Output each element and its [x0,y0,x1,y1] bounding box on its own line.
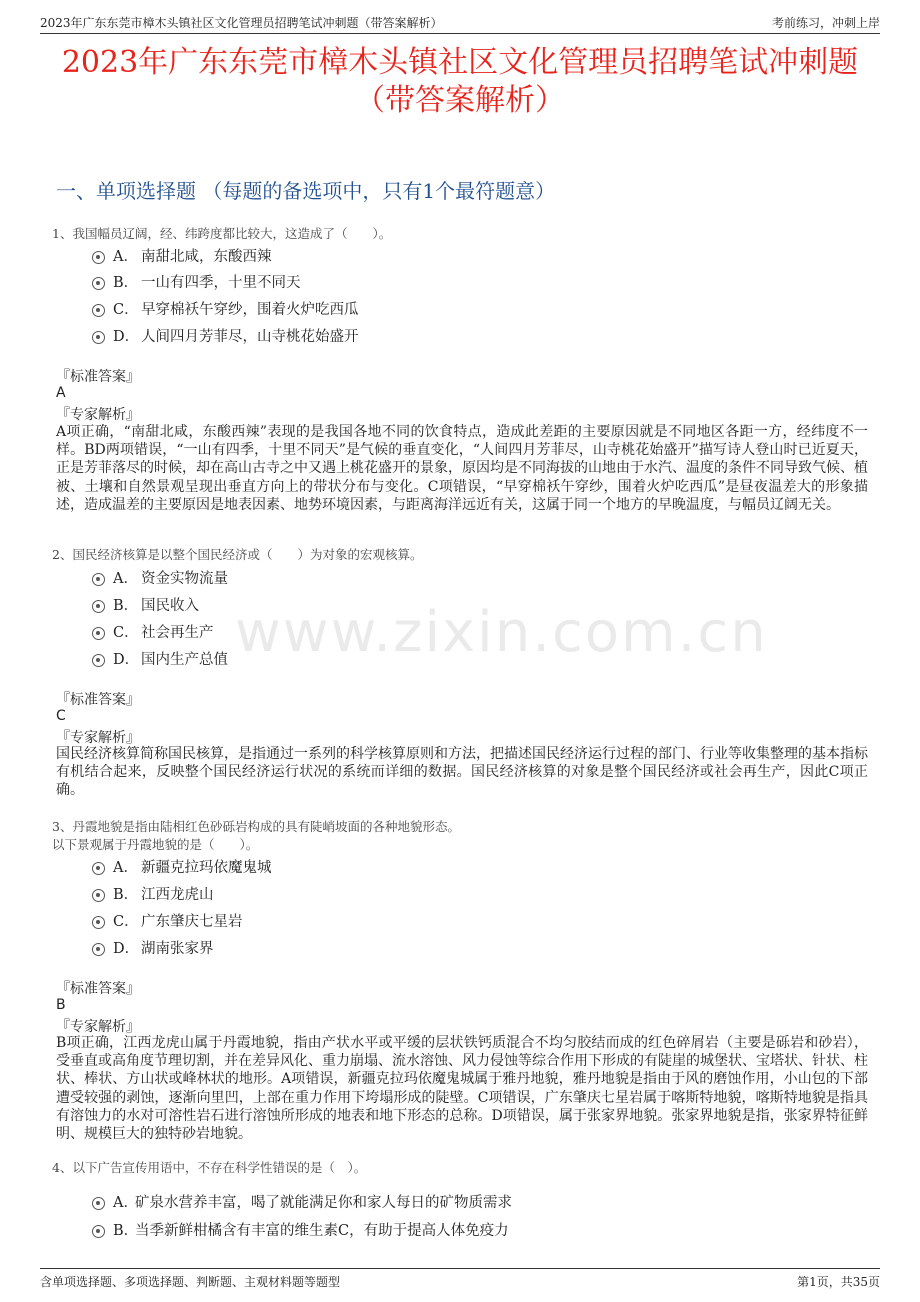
answer-value: C [56,708,66,724]
radio-icon[interactable] [92,889,105,902]
option-text: 国民收入 [141,598,199,614]
option-letter: A． [113,1195,138,1211]
option-letter: A． [113,249,138,265]
option-letter: D． [113,941,140,957]
radio-icon[interactable] [92,304,105,317]
page-header [40,14,880,34]
question-stem: 3、丹霞地貌是指由陆相红色砂砾岩构成的具有陡峭坡面的各种地貌形态。 [52,819,460,834]
header-slogan: 考前练习，冲刺上岸 [771,16,880,30]
radio-icon[interactable] [92,627,105,640]
option-c[interactable] [92,298,359,319]
option-letter: A． [113,860,138,876]
analysis-text: B项正确，江西龙虎山属于丹霞地貌，指由产状水平或平缓的层状铁钙质混合不均匀胶结而成的红色碎屑岩（主要是砾岩和砂岩），受垂直或高角度节理切割，并在差异风化、重力崩塌、流水溶蚀、风力侵蚀等综合作用下形成的有陡崖的城堡状、宝塔状、针状、柱状、棒状、方山状或峰林状的地形。A项错误，新疆克拉玛依魔鬼城属于雅丹地貌，雅丹地貌是指由于风的磨蚀作用，小山包的下部遭受较强的剥蚀，逐渐向里凹，上部在重力作用下垮塌形成的陡壁。C项错误，广东肇庆七星岩属于喀斯特地貌，喀斯特地貌是指具有溶蚀力的水对可溶性岩石进行溶蚀所形成的地表和地下形态的总称。D项错误，属于张家界地貌。张家界地貌是指，张家界特征鲜明、规模巨大的独特砂岩地貌。 [56,1035,868,1143]
radio-icon[interactable] [92,573,105,586]
option-text: 南甜北咸，东酸西辣 [141,249,272,265]
option-b[interactable] [92,883,214,904]
analysis-text: 国民经济核算简称国民核算，是指通过一系列的科学核算原则和方法，把描述国民经济运行过程的部门、行业等收集整理的基本指标有机结合起来，反映整个国民经济运行状况的系统而详细的数据。国民经济核算的对象是整个国民经济或社会再生产，因此C项正确。 [56,746,868,799]
answer-label: 『标准答案』 [56,981,140,997]
option-c[interactable] [92,910,243,931]
option-text: 人间四月芳菲尽，山寺桃花始盛开 [141,329,359,345]
analysis-text: A项正确，“南甜北咸，东酸西辣”表现的是我国各地不同的饮食特点，造成此差距的主要原因就是不同地区各距一方，经纬度不一样。BD两项错误，“一山有四季，十里不同天”是气候的垂直变化，“人间四月芳菲尽，山寺桃花始盛开”描写诗人登山时已近夏天，正是芳菲落尽的时候，却在高山古寺之中又遇上桃花盛开的景象，原因均是不同海拔的山地由于水汽、温度的条件不同导致气候、植被、土壤和自然景观呈现出垂直方向上的带状分布与变化。C项错误，“早穿棉袄午穿纱，围着火炉吃西瓜”是昼夜温差大的形象描述，造成温差的主要原因是地表因素、地势环境因素，与距离海洋远近有关，这属于同一个地方的早晚温度，与幅员辽阔无关。 [56,424,868,513]
option-a[interactable] [92,856,272,877]
radio-icon[interactable] [92,277,105,290]
option-b[interactable] [92,271,301,292]
option-text: 广东肇庆七星岩 [141,914,243,930]
option-letter: B． [113,887,139,903]
question-stem: 4、以下广告宣传用语中，不存在科学性错误的是（ ）。 [52,1160,367,1175]
option-text: 江西龙虎山 [141,887,214,903]
header-doc-title: 2023年广东东莞市樟木头镇社区文化管理员招聘笔试冲刺题（带答案解析） [40,16,443,30]
option-a[interactable] [92,567,228,588]
section-heading: 一、单项选择题 （每题的备选项中，只有1个最符题意） [56,179,556,203]
option-text: 资金实物流量 [141,571,228,587]
option-letter: B． [113,1223,139,1239]
question-stem: 2、国民经济核算是以整个国民经济或（ ）为对象的宏观核算。 [52,547,423,562]
option-letter: D． [113,329,140,345]
option-text: 早穿棉袄午穿纱，围着火炉吃西瓜 [141,302,359,318]
radio-icon[interactable] [92,251,105,264]
radio-icon[interactable] [92,331,105,344]
document-title [40,44,880,120]
radio-icon[interactable] [92,943,105,956]
page-number: 第1页，共35页 [797,1275,880,1289]
answer-label: 『标准答案』 [56,692,140,708]
option-c[interactable] [92,621,214,642]
option-text: 一山有四季，十里不同天 [141,275,301,291]
radio-icon[interactable] [92,862,105,875]
watermark: www.zixin.com.cn [235,600,768,665]
option-a[interactable] [92,1191,512,1212]
option-text: 湖南张家界 [141,941,214,957]
option-letter: C． [113,914,139,930]
option-text: 矿泉水营养丰富，喝了就能满足你和家人每日的矿物质需求 [135,1195,512,1211]
analysis-label: 『专家解析』 [56,730,140,746]
option-letter: A． [113,571,138,587]
option-d[interactable] [92,648,228,669]
answer-label: 『标准答案』 [56,369,140,385]
option-letter: D． [113,652,140,668]
radio-icon[interactable] [92,654,105,667]
option-text: 当季新鲜柑橘含有丰富的维生素C，有助于提高人体免疫力 [135,1223,509,1239]
option-text: 国内生产总值 [141,652,228,668]
option-letter: B． [113,598,139,614]
option-letter: B． [113,275,139,291]
option-text: 社会再生产 [141,625,214,641]
option-d[interactable] [92,937,214,958]
option-a[interactable] [92,245,272,266]
option-letter: C． [113,625,139,641]
radio-icon[interactable] [92,1225,105,1238]
radio-icon[interactable] [92,600,105,613]
page-footer [40,1268,880,1290]
question-stem: 1、我国幅员辽阔，经、纬跨度都比较大，这造成了（ ）。 [52,226,392,241]
analysis-label: 『专家解析』 [56,1019,140,1035]
radio-icon[interactable] [92,916,105,929]
radio-icon[interactable] [92,1197,105,1210]
answer-value: A [56,385,66,401]
option-text: 新疆克拉玛依魔鬼城 [141,860,272,876]
option-letter: C． [113,302,139,318]
option-b[interactable] [92,1219,509,1240]
question-stem-continued: 以下景观属于丹霞地貌的是（ ）。 [52,837,259,852]
option-b[interactable] [92,594,199,615]
title-line-1: 2023年广东东莞市樟木头镇社区文化管理员招聘笔试冲刺题 [61,45,859,80]
answer-value: B [56,997,66,1013]
analysis-label: 『专家解析』 [56,407,140,423]
footer-question-types: 含单项选择题、多项选择题、判断题、主观材料题等题型 [40,1275,341,1289]
title-line-2: （带答案解析） [355,83,565,118]
option-d[interactable] [92,325,359,346]
